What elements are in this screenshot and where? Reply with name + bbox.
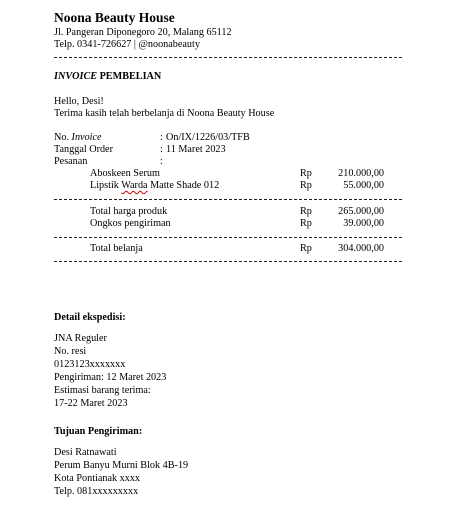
- item-name: Aboskeen Serum: [90, 168, 160, 179]
- grand-total-amount: 304.000,00: [338, 243, 384, 254]
- invoice-title-rest: PEMBELIAN: [97, 71, 162, 82]
- order-items-label: Pesanan: [54, 156, 88, 167]
- shipping-cost-amount: 39.000,00: [343, 218, 384, 229]
- colon: :: [160, 132, 163, 143]
- recipient-street: Perum Banyu Murni Blok 4B-19: [54, 460, 189, 471]
- invoice-number-value: On/IX/1226/03/TFB: [166, 132, 250, 143]
- colon: :: [160, 156, 163, 167]
- subtotal-label: Total harga produk: [90, 206, 168, 217]
- invoice-label-prefix: No.: [54, 132, 72, 143]
- order-date-label: Tanggal Order: [54, 144, 113, 155]
- item-amount: 210.000,00: [338, 168, 384, 179]
- recipient-name: Desi Ratnawati: [54, 447, 117, 458]
- subtotal-currency: Rp: [300, 206, 312, 217]
- item-name-part: Lipstik: [90, 180, 122, 191]
- divider: [54, 261, 402, 262]
- shipping-cost-currency: Rp: [300, 218, 312, 229]
- destination-heading: Tujuan Pengiriman:: [54, 426, 143, 437]
- divider: [54, 199, 402, 200]
- shop-address: Jl. Pangeran Diponegoro 20, Malang 65112: [54, 27, 232, 38]
- invoice-title: [54, 71, 161, 83]
- subtotal-amount: 265.000,00: [338, 206, 384, 217]
- item-name: [90, 180, 219, 192]
- invoice-label-italic: Invoice: [71, 132, 102, 143]
- item-amount: 55.000,00: [343, 180, 384, 191]
- divider: [54, 57, 402, 58]
- item-currency: Rp: [300, 180, 312, 191]
- shipping-detail-heading: Detail ekspedisi:: [54, 312, 126, 323]
- thanks-message: Terima kasih telah berbelanja di Noona Beauty House: [54, 108, 275, 119]
- greeting: Hello, Desi!: [54, 96, 104, 107]
- courier: JNA Reguler: [54, 333, 107, 344]
- colon: :: [160, 144, 163, 155]
- order-date-value: 11 Maret 2023: [166, 144, 226, 155]
- item-name-part: Matte Shade 012: [147, 180, 220, 191]
- spellcheck-flagged-word: Warda: [121, 180, 148, 191]
- shop-contact: Telp. 0341-726627 | @noonabeauty: [54, 39, 200, 50]
- invoice-number-label: [54, 132, 102, 144]
- divider: [54, 237, 402, 238]
- recipient-city: Kota Pontianak xxxx: [54, 473, 141, 484]
- resi-label: No. resi: [54, 346, 87, 357]
- invoice-title-italic: INVOICE: [54, 71, 98, 82]
- estimate-label: Estimasi barang terima:: [54, 385, 151, 396]
- grand-total-currency: Rp: [300, 243, 312, 254]
- estimate-value: 17-22 Maret 2023: [54, 398, 128, 409]
- shop-name: Noona Beauty House: [54, 10, 175, 25]
- resi-value: 0123123xxxxxxx: [54, 359, 126, 370]
- item-currency: Rp: [300, 168, 312, 179]
- ship-date: Pengiriman: 12 Maret 2023: [54, 372, 167, 383]
- grand-total-label: Total belanja: [90, 243, 143, 254]
- shipping-cost-label: Ongkos pengiriman: [90, 218, 171, 229]
- recipient-phone: Telp. 081xxxxxxxxx: [54, 486, 139, 497]
